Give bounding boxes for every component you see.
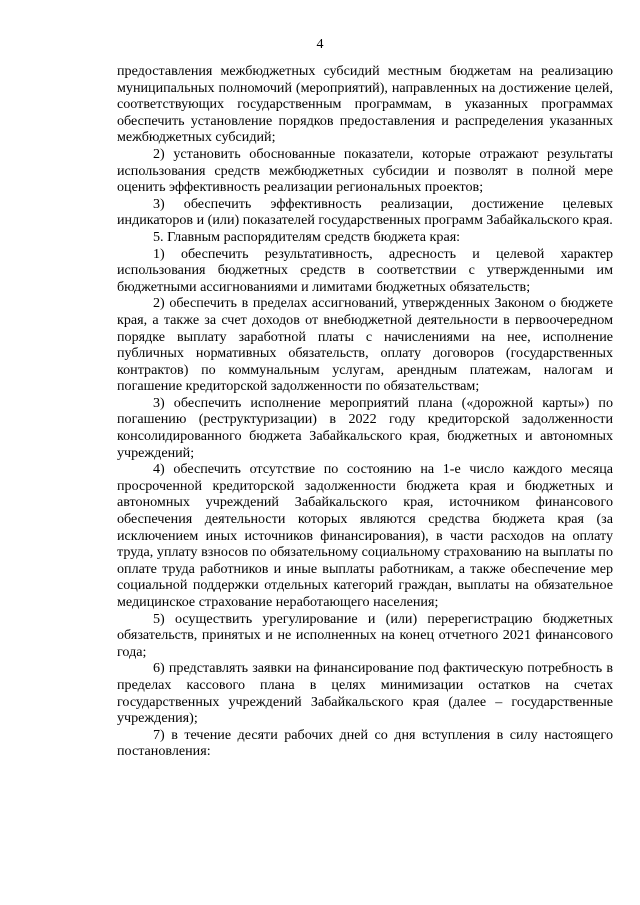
paragraph: 7) в течение десяти рабочих дней со дня вступления в силу настоящего постановления: bbox=[117, 726, 613, 760]
paragraph: 3) обеспечить эффективность реализации, достижение целевых индикаторов и (или) показателей государственных программ Забайкальского края. bbox=[117, 195, 613, 229]
section-heading: 5. Главным распорядителям средств бюджета края: bbox=[153, 228, 461, 245]
document-body bbox=[117, 63, 613, 760]
paragraph: 3) обеспечить исполнение мероприятий плана («дорожной карты») по погашению (реструктуризации) в 2022 году кредиторской задолженности консолидированного бюджета Забайкальского края, бюджетных и автономных учреждений; bbox=[117, 394, 613, 461]
paragraph: 6) представлять заявки на финансирование под фактическую потребность в пределах кассового плана в целях минимизации остатков на счетах государственных учреждений Забайкальского края (далее – государственные учреждения); bbox=[117, 660, 613, 727]
paragraph: 4) обеспечить отсутствие по состоянию на 1-е число каждого месяца просроченной кредиторской задолженности бюджета края и бюджетных и автономных учреждений Забайкальского края, источником финансового обеспечения деятельности которых являются средства бюджета края (за исключением иных источников финансирования), в части расходов на оплату труда, уплату взносов по обязательному социальному страхованию на выплаты по оплате труда работников и иные выплаты работникам, а также обеспечение мер социальной поддержки отдельных категорий граждан, выплаты на обязательное медицинское страхование неработающего населения; bbox=[117, 461, 613, 610]
paragraph: 2) обеспечить в пределах ассигнований, утвержденных Законом о бюджете края, а также за счет доходов от внебюджетной деятельности в первоочередном порядке выплату заработной платы с начислениями на нее, исполнение публичных нормативных обязательств, оплату договоров (государственных контрактов) по коммунальным услугам, арендным платежам, налогам и погашение кредиторской задолженности по обязательствам; bbox=[117, 295, 613, 395]
paragraph: 5) осуществить урегулирование и (или) перерегистрацию бюджетных обязательств, принятых и не исполненных на конец отчетного 2021 финансового года; bbox=[117, 610, 613, 660]
paragraph: 2) установить обоснованные показатели, которые отражают результаты использования средств межбюджетных субсидии и позволят в полной мере оценить эффективность реализации региональных проектов; bbox=[117, 145, 613, 196]
page-number: 4 bbox=[316, 37, 324, 52]
paragraph: предоставления межбюджетных субсидий местным бюджетам на реализацию муниципальных полномочий (мероприятий), направленных на достижение целей, соответствующих государственным программам, в указанных программах обеспечить установление порядков предоставления и распределения указанных межбюджетных субсидий; bbox=[117, 63, 613, 146]
paragraph: 1) обеспечить результативность, адресность и целевой характер использования бюджетных средств в соответствии с утвержденными им бюджетными ассигнованиями и лимитами бюджетных обязательств; bbox=[117, 245, 613, 295]
